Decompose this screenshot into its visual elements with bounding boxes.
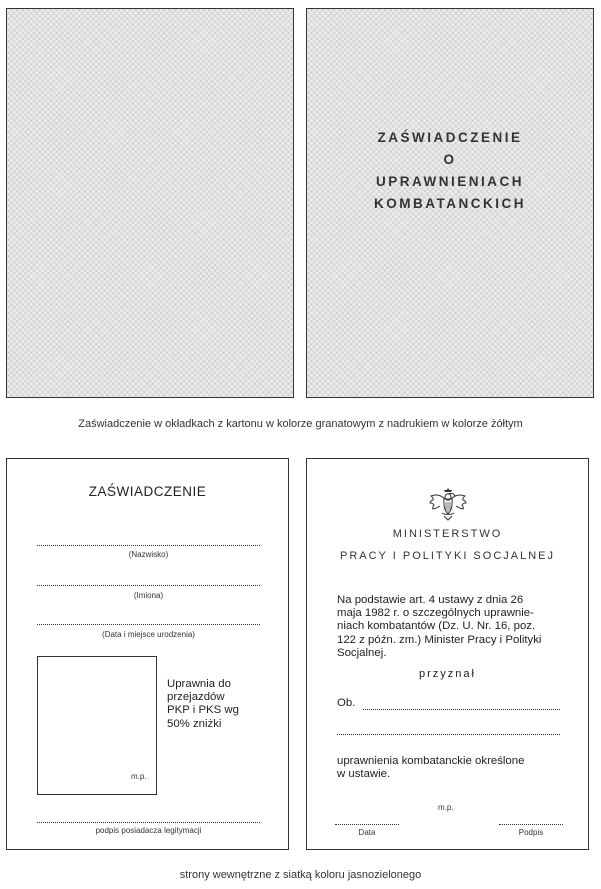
- birth-line: [37, 624, 260, 625]
- ministry-name-line-1: MINISTERSTWO: [392, 528, 503, 540]
- travel-rights-line-4: 50% zniżki: [167, 717, 222, 730]
- granted-label: przyznał: [419, 668, 476, 680]
- travel-rights-line-2: przejazdów: [167, 691, 225, 704]
- legal-basis-text: [337, 594, 541, 660]
- birth-label: (Data i miejsce urodzenia): [102, 630, 195, 639]
- legal-basis-line-5: Socjalnej.: [337, 646, 387, 659]
- holder-signature-label: podpis posiadacza legitymacji: [95, 826, 202, 835]
- date-label: Data: [358, 828, 376, 837]
- photo-stamp-label: m.p.: [131, 772, 147, 781]
- legal-basis-line-3: niach kombatantów (Dz. U. Nr. 16, poz.: [337, 620, 536, 633]
- surname-line: [37, 545, 260, 546]
- inner-caption: strony wewnętrzne z siatką koloru jasnozielonego: [179, 869, 422, 881]
- cover-title-line-1: ZAŚWIADCZENIE: [377, 130, 523, 145]
- names-line: [37, 585, 260, 586]
- eagle-emblem-icon: [427, 484, 469, 524]
- granted-rights-line-2: w ustawie.: [337, 768, 391, 781]
- cover-title-line-4: KOMBATANCKICH: [374, 196, 526, 211]
- cover-title-line-2: O: [443, 152, 457, 167]
- holder-signature-line: [37, 822, 260, 823]
- travel-rights-line-1: Uprawnia do: [167, 678, 231, 690]
- surname-label: (Nazwisko): [128, 550, 169, 559]
- granted-rights-line-1: uprawnienia kombatanckie określone: [337, 755, 525, 767]
- travel-rights-text: [167, 678, 239, 731]
- cover-title-line-3: UPRAWNIENIACH: [375, 174, 524, 189]
- legal-basis-line-4: 122 z późn. zm.) Minister Pracy i Polityki: [337, 633, 542, 646]
- cover-back-panel: [6, 8, 294, 398]
- signature-line: [499, 824, 563, 825]
- ob-line: [363, 709, 560, 710]
- certificate-title: ZAŚWIADCZENIE: [88, 484, 207, 499]
- inner-left-page: [6, 458, 289, 850]
- names-label: (Imiona): [133, 591, 164, 600]
- legal-basis-line-1: Na podstawie art. 4 ustawy z dnia 26: [337, 594, 524, 606]
- legal-basis-line-2: maja 1982 r. o szczególnych uprawnie-: [337, 607, 534, 620]
- travel-rights-line-3: PKP i PKS wg: [167, 704, 239, 717]
- ob-label: Ob.: [337, 697, 356, 709]
- ministry-name-line-2: PRACY I POLITYKI SOCJALNEJ: [339, 550, 555, 562]
- cover-caption: Zaświadczenie w okładkach z kartonu w kolorze granatowym z nadrukiem w kolorze żółtym: [78, 418, 523, 430]
- date-line: [335, 824, 399, 825]
- granted-rights-text: [337, 755, 524, 781]
- photo-box: [37, 656, 157, 795]
- stamp-label: m.p.: [438, 803, 454, 812]
- cover-front-panel: [306, 8, 594, 398]
- signature-label: Podpis: [518, 828, 544, 837]
- inner-right-page: [306, 458, 589, 850]
- ob-line-2: [337, 734, 560, 735]
